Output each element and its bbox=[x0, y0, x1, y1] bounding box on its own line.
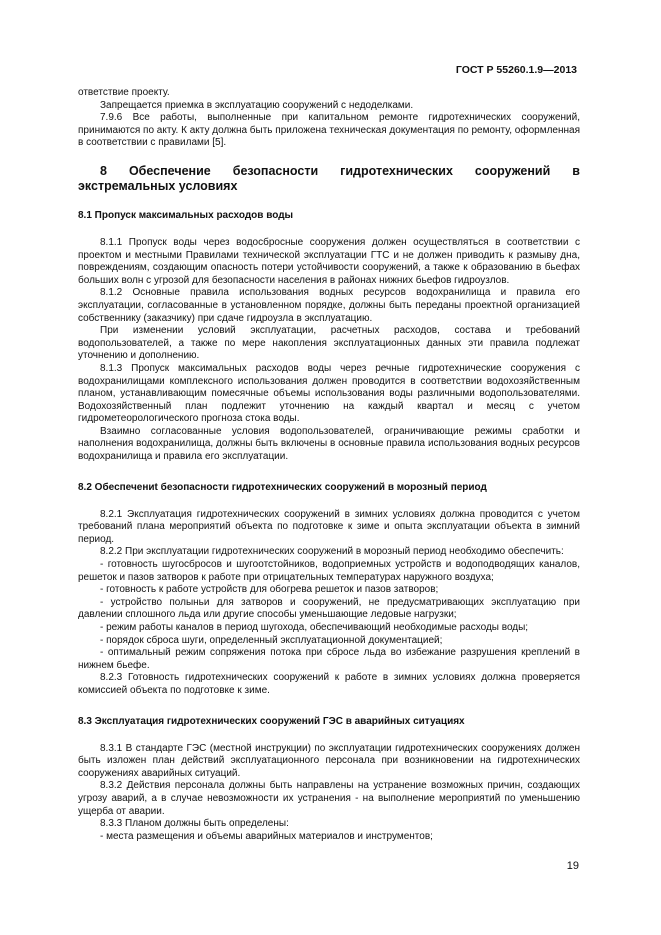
list-item: - места размещения и объемы аварийных материалов и инструментов; bbox=[100, 830, 433, 842]
paragraph: 8.3.1 В стандарте ГЭС (местной инструкции) по эксплуатации гидротехнических сооружениях должен быть изложен план действий эксплуатационного персонала при возникновении на гидротехнических сооружениях аварийных ситуаций. bbox=[78, 742, 580, 779]
paragraph: 8.1.2 Основные правила использования водных ресурсов водохранилища и правила его эксплуатации, согласованные в установленном порядке, должны быть переданы проектной организацией собственнику (заказчику) при сдаче гидроузла в эксплуатацию. bbox=[78, 287, 580, 324]
subsection-heading: 8.1 Пропуск максимальных расходов воды bbox=[78, 209, 294, 221]
list-item: - оптимальный режим сопряжения потока при сбросе льда во избежание разрушения креплений в нижнем бьефе. bbox=[78, 647, 580, 671]
paragraph: 8.2.2 При эксплуатации гидротехнических сооружений в морозный период необходимо обеспечить: bbox=[100, 546, 564, 558]
list-item: - порядок сброса шуги, определенный эксплуатационной документацией; bbox=[100, 634, 443, 646]
subsection-heading: 8.3 Эксплуатация гидротехнических сооружений ГЭС в аварийных ситуациях bbox=[78, 715, 465, 727]
paragraph: Запрещается приемка в эксплуатацию сооружений с недоделками. bbox=[100, 99, 414, 111]
paragraph: При изменении условий эксплуатации, расчетных расходов, состава и требований водопользователей, а также по мере накопления эксплуатационных данных эти правила подлежат уточнению и дополнению. bbox=[78, 325, 580, 362]
paragraph: 8.3.2 Действия персонала должны быть направлены на устранение возможных причин, создающих угрозу аварий, а в случае невозможности их устранения - на выполнение мероприятий по уменьшению ущерба от аварии. bbox=[78, 780, 580, 817]
paragraph: ответствие проекту. bbox=[78, 87, 170, 98]
paragraph: 7.9.6 Все работы, выполненные при капитальном ремонте гидротехнических сооружений, принимаются по акту. К акту должна быть приложена техническая документация по ремонту, оформленная в соответствии с правилами [5]. bbox=[78, 112, 580, 149]
document-header: ГОСТ Р 55260.1.9—2013 bbox=[455, 64, 577, 76]
list-item: - устройство полыньи для затворов и сооружений, не предусматривающих эксплуатацию при давлении сплошного льда или другие способы уменьшающие ледовые нагрузки; bbox=[78, 596, 580, 621]
paragraph: Взаимно согласованные условия водопользователей, ограничивающие режимы сработки и наполнения водохранилища, должны быть включены в основные правила использования водных ресурсов водохранилища и правила его эксплуатации. bbox=[78, 425, 580, 463]
page-number: 19 bbox=[566, 860, 579, 872]
paragraph: 8.1.3 Пропуск максимальных расходов воды через речные гидротехнические сооружения с водохранилищами комплексного использования должен проводится в соответствии водохозяйственным планом, устанавливающим помесячные объемы использования воды различными водопользователями. Водохозяйственный план подлежит уточнению на каждый квартал и месяц с учетом гидрометеорологического прогноза стока воды. bbox=[78, 362, 580, 425]
paragraph: 8.2.1 Эксплуатация гидротехнических сооружений в зимних условиях должна проводится с учетом требований плана мероприятий объекта по подготовке к зиме и опыта эксплуатации объекта в зимний период. bbox=[78, 508, 580, 545]
paragraph: 8.2.3 Готовность гидротехнических сооружений к работе в зимних условиях должна проверяется комиссией объекта по подготовке к зиме. bbox=[78, 672, 580, 696]
list-item: - готовность шугосбросов и шугоотстойников, водоприемных устройств и водоподводящих каналов, решеток и пазов затворов к работе при отрицательных температурах наружного воздуха; bbox=[78, 559, 580, 583]
paragraph: 8.1.1 Пропуск воды через водосбросные сооружения должен осуществляться в соответствии с проектом и местными Правилами технической эксплуатации ГТС и не должен приводить к размыву дна, повреждениям, создающим опасность потери устойчивости сооружений, а также к образованию в бьефах больших волн с угрозой для безопасности населения в районах нижних бьефов гидроузлов. bbox=[78, 236, 580, 286]
subsection-heading: 8.2 Обеспечениt безопасности гидротехнических сооружений в морозный период bbox=[78, 481, 487, 493]
paragraph: 8.3.3 Планом должны быть определены: bbox=[100, 818, 289, 830]
list-item: - режим работы каналов в период шугохода, обеспечивающий необходимые расходы воды; bbox=[100, 622, 529, 633]
document-body bbox=[78, 87, 580, 843]
list-item: - готовность к работе устройств для обогрева решеток и пазов затворов; bbox=[100, 584, 439, 596]
section-heading: 8 Обеспечение безопасности гидротехнических сооружений в экстремальных условиях bbox=[78, 163, 580, 193]
